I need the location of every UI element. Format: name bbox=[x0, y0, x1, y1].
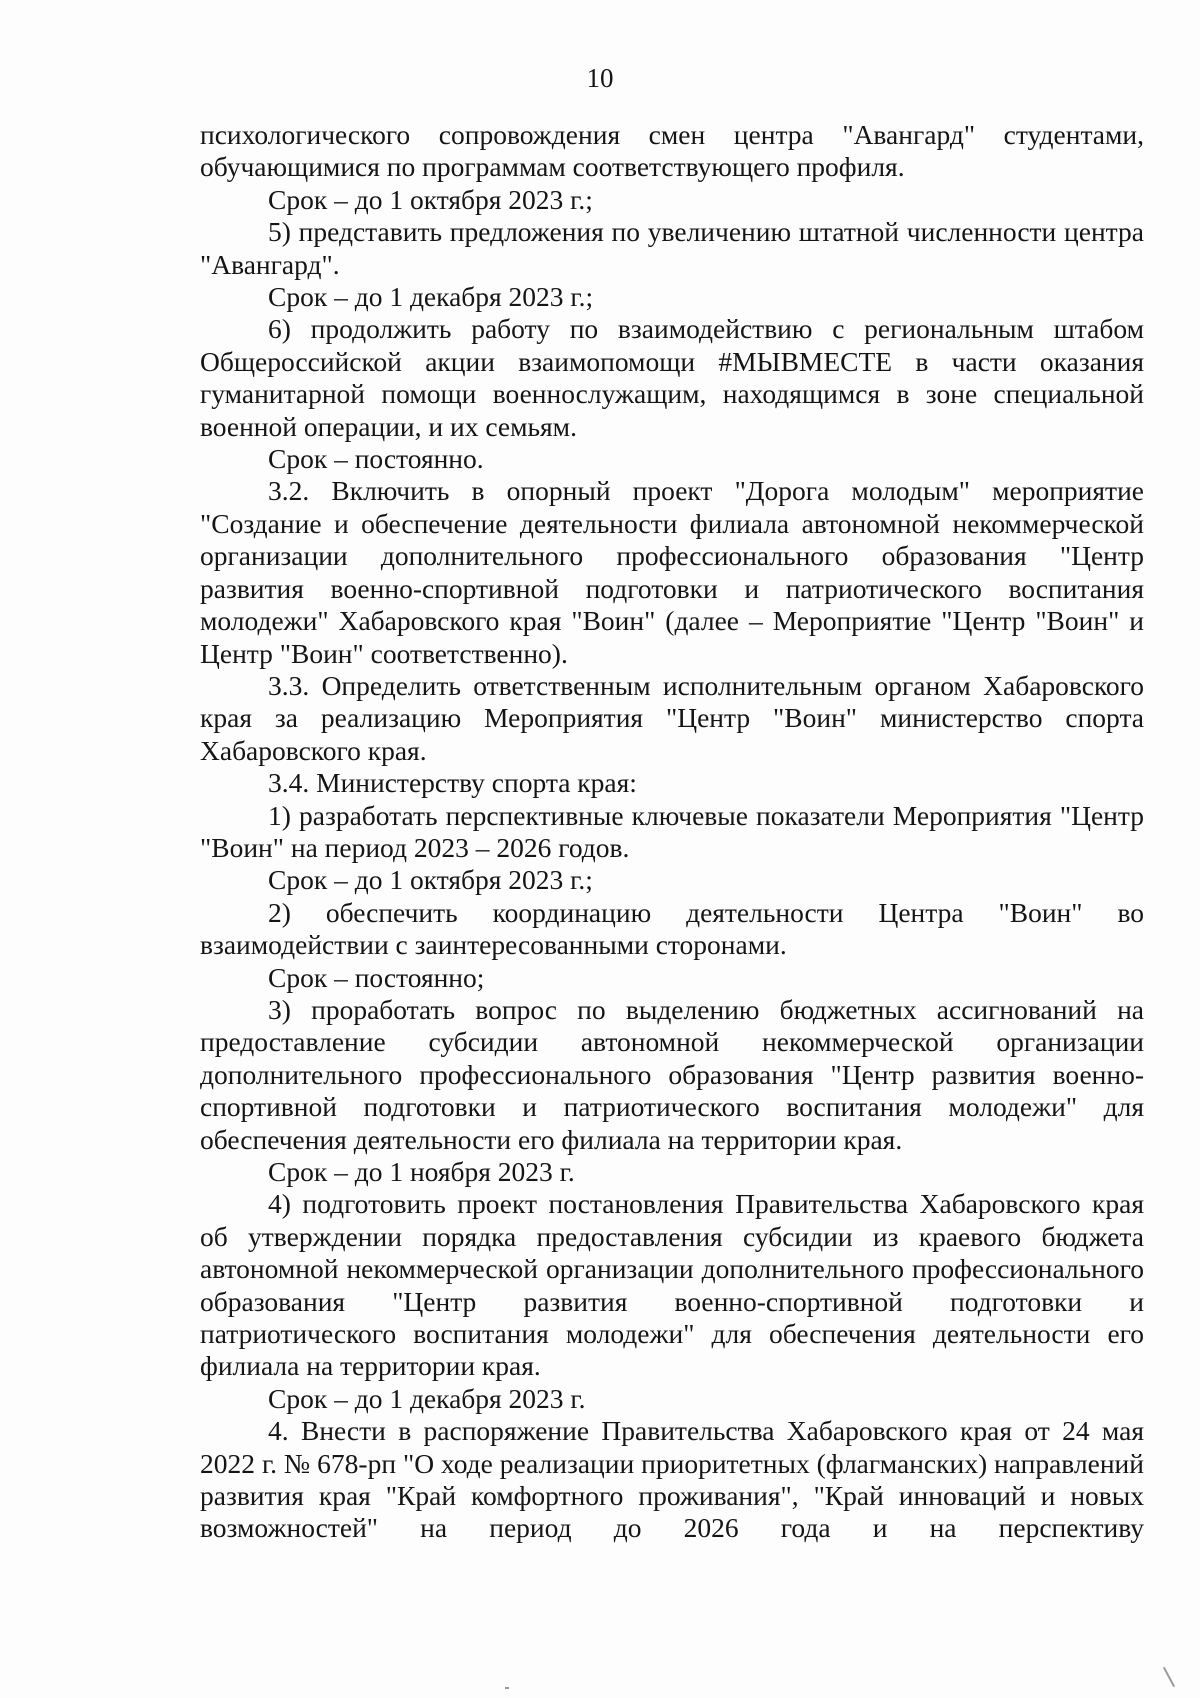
paragraph: 3.2. Включить в опорный проект "Дорога молодым" мероприятие "Создание и обеспечение деятельности филиала автономной некоммерческой организации дополнительного профессионального образования "Центр развития военно-спортивной подготовки и патриотического воспитания молодежи" Хабаровского края "Воин" (далее – Мероприятие "Центр "Воин" и Центр "Воин" соответственно). bbox=[200, 475, 1144, 669]
deadline-line: Срок – до 1 октября 2023 г.; bbox=[268, 864, 593, 896]
paragraph: 3.4. Министерству спорта края: bbox=[268, 767, 637, 799]
paragraph: 3.3. Определить ответственным исполнительным органом Хабаровского края за реализацию Мероприятия "Центр "Воин" министерство спорта Хабаровского края. bbox=[200, 669, 1144, 766]
paragraph: 6) продолжить работу по взаимодействию с региональным штабом Общероссийской акции взаимопомощи #МЫВМЕСТЕ в части оказания гуманитарной помощи военнослужащим, находящимся в зоне специальной военной операции, и их семьям. bbox=[200, 313, 1144, 442]
deadline-line: Срок – до 1 октября 2023 г.; bbox=[268, 183, 593, 215]
scan-speck bbox=[505, 1687, 509, 1689]
deadline-line: Срок – до 1 декабря 2023 г.; bbox=[268, 281, 594, 313]
deadline-line: Срок – постоянно; bbox=[268, 961, 485, 993]
paragraph: 3) проработать вопрос по выделению бюджетных ассигнований на предоставление субсидии автономной некоммерческой организации дополнительного профессионального образования "Центр развития военно-спортивной подготовки и патриотического воспитания молодежи" для обеспечения деятельности его филиала на территории края. bbox=[200, 993, 1144, 1155]
deadline-line: Срок – до 1 декабря 2023 г. bbox=[268, 1382, 586, 1414]
scan-edge-mark bbox=[1163, 1667, 1175, 1687]
paragraph: 4. Внести в распоряжение Правительства Хабаровского края от 24 мая 2022 г. № 678-рп "О ходе реализации приоритетных (флагманских) направлений развития края "Край комфортного проживания", "Край инноваций и новых возможностей" на период до 2026 года и на перспективу bbox=[200, 1415, 1144, 1544]
paragraph: 2) обеспечить координацию деятельности Центра "Воин" во взаимодействии с заинтересованными сторонами. bbox=[200, 896, 1144, 961]
paragraph: 4) подготовить проект постановления Правительства Хабаровского края об утверждении порядка предоставления субсидии из краевого бюджета автономной некоммерческой организации дополнительного профессионального образования "Центр развития военно-спортивной подготовки и патриотического воспитания молодежи" для обеспечения деятельности его филиала на территории края. bbox=[200, 1188, 1144, 1382]
paragraph: 5) представить предложения по увеличению штатной численности центра "Авангард". bbox=[200, 216, 1144, 280]
page-number: 10 bbox=[586, 63, 614, 93]
document-body bbox=[200, 119, 1144, 1545]
deadline-line: Срок – до 1 ноября 2023 г. bbox=[268, 1156, 575, 1187]
paragraph: психологического сопровождения смен центра "Авангард" студентами, обучающимися по программам соответствующего профиля. bbox=[200, 119, 1144, 183]
paragraph: 1) разработать перспективные ключевые показатели Мероприятия "Центр "Воин" на период 2023 – 2026 годов. bbox=[200, 799, 1144, 863]
deadline-line: Срок – постоянно. bbox=[268, 443, 484, 475]
